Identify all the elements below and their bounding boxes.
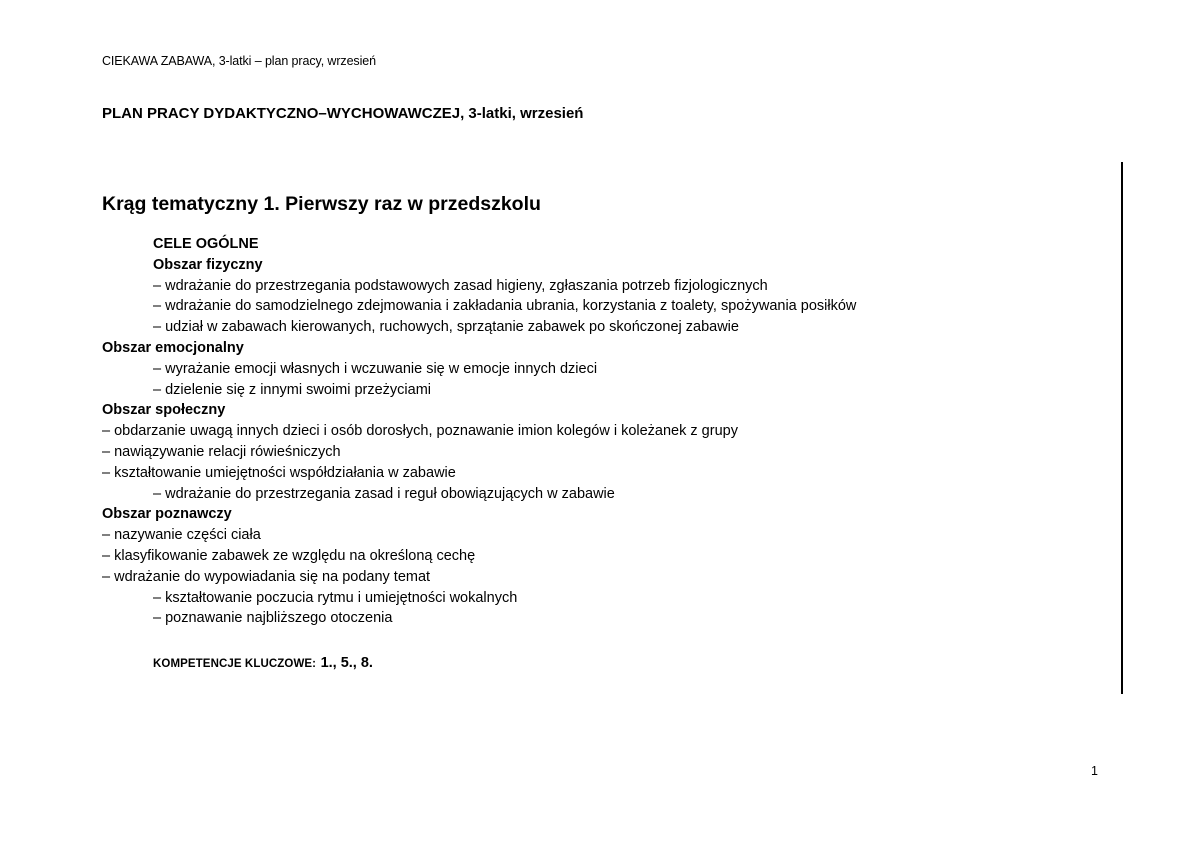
document-title: PLAN PRACY DYDAKTYCZNO–WYCHOWAWCZEJ, 3-latki, wrzesień (102, 105, 584, 122)
goal-item: – wdrażanie do samodzielnego zdejmowania i zakładania ubrania, korzystania z toalety, spożywania posiłków (153, 298, 857, 315)
goal-item: – kształtowanie poczucia rytmu i umiejętności wokalnych (153, 589, 518, 606)
key-competences (153, 653, 373, 674)
key-competences-label: KOMPETENCJE KLUCZOWE: (153, 658, 317, 670)
goals-heading: CELE OGÓLNE (153, 236, 259, 252)
goal-item: – obdarzanie uwagą innych dzieci i osób dorosłych, poznawanie imion kolegów i koleżanek z grupy (102, 423, 738, 440)
area-heading-cognitive: Obszar poznawczy (102, 506, 232, 523)
running-header: CIEKAWA ZABAWA, 3-latki – plan pracy, wrzesień (102, 54, 376, 68)
section-title: Krąg tematyczny 1. Pierwszy raz w przedszkolu (102, 193, 541, 215)
goal-item: – wdrażanie do wypowiadania się na podany temat (102, 568, 431, 585)
area-heading-physical: Obszar fizyczny (153, 256, 263, 273)
page-number: 1 (1091, 764, 1098, 778)
goal-item: – wdrażanie do przestrzegania podstawowych zasad higieny, zgłaszania potrzeb fizjologicznych (153, 277, 768, 294)
goal-item: – nawiązywanie relacji rówieśniczych (102, 443, 341, 460)
goal-item: – klasyfikowanie zabawek ze względu na określoną cechę (102, 547, 476, 564)
goal-item: – poznawanie najbliższego otoczenia (153, 610, 393, 627)
goal-item: – wdrażanie do przestrzegania zasad i reguł obowiązujących w zabawie (153, 485, 615, 502)
goal-item: – dzielenie się z innymi swoimi przeżyciami (153, 381, 432, 398)
goal-item: – udział w zabawach kierowanych, ruchowych, sprzątanie zabawek po skończonej zabawie (153, 319, 739, 336)
key-competences-value: 1., 5., 8. (320, 655, 373, 671)
goal-item: – wyrażanie emocji własnych i wczuwanie się w emocje innych dzieci (153, 360, 598, 377)
goal-item: – kształtowanie umiejętności współdziałania w zabawie (102, 464, 456, 481)
margin-rule (1121, 162, 1123, 694)
area-heading-emotional: Obszar emocjonalny (102, 339, 244, 356)
goal-item: – nazywanie części ciała (102, 527, 261, 544)
goals-list (102, 234, 1102, 629)
area-heading-social: Obszar społeczny (102, 402, 226, 419)
